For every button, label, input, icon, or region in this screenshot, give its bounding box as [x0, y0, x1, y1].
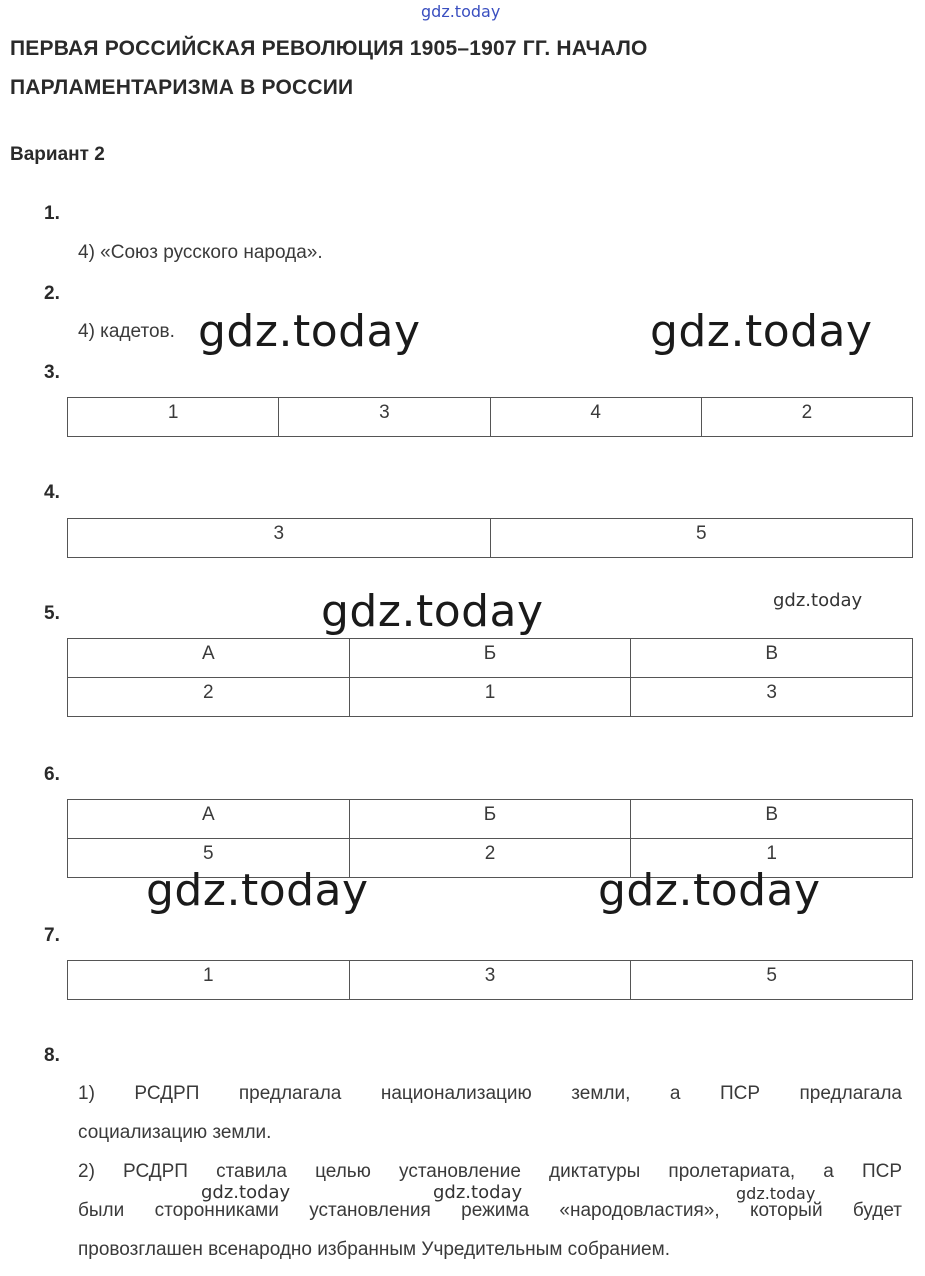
- watermark: gdz.today: [321, 586, 544, 637]
- table-header-cell: Б: [349, 800, 631, 839]
- table-row: [68, 678, 913, 717]
- answer-line: провозглашен всенародно избранным Учредительным собранием.: [78, 1239, 670, 1260]
- table-cell: 1: [631, 839, 913, 878]
- answer-line: были сторонниками установления режима «народовластия», который будет: [78, 1200, 902, 1221]
- table-header-cell: А: [68, 800, 350, 839]
- question-3-table: [67, 397, 913, 437]
- table-cell: 3: [631, 678, 913, 717]
- table-header-cell: А: [68, 639, 350, 678]
- question-5-table: [67, 638, 913, 717]
- table-cell: 2: [349, 839, 631, 878]
- watermark: gdz.today: [201, 1182, 291, 1203]
- table-row: [68, 961, 913, 1000]
- question-2-answer: 4) кадетов.: [78, 321, 175, 342]
- question-4-table: [67, 518, 913, 558]
- question-1-answer: 4) «Союз русского народа».: [78, 242, 323, 263]
- watermark-top: gdz.today: [421, 2, 501, 21]
- table-cell: 5: [631, 961, 913, 1000]
- variant-label: Вариант 2: [10, 144, 105, 165]
- table-header-row: [68, 639, 913, 678]
- watermark: gdz.today: [146, 865, 369, 916]
- table-header-cell: В: [631, 800, 913, 839]
- table-row: [68, 519, 913, 558]
- question-8-answer: [78, 1074, 902, 1269]
- watermark: gdz.today: [198, 306, 421, 357]
- page-title-line-2: ПАРЛАМЕНТАРИЗМА В РОССИИ: [10, 76, 354, 99]
- watermark: gdz.today: [650, 306, 873, 357]
- question-7-number: 7.: [44, 925, 60, 946]
- watermark: gdz.today: [433, 1182, 523, 1203]
- table-cell: 5: [68, 839, 350, 878]
- answer-line: 1) РСДРП предлагала национализацию земли, а ПСР предлагала: [78, 1083, 902, 1104]
- table-cell: 1: [349, 678, 631, 717]
- table-cell: 3: [349, 961, 631, 1000]
- watermark: gdz.today: [598, 865, 821, 916]
- table-row: [68, 398, 913, 437]
- table-cell: 1: [68, 398, 279, 437]
- watermark: gdz.today: [736, 1184, 816, 1203]
- table-header-cell: Б: [349, 639, 631, 678]
- question-7-table: [67, 960, 913, 1000]
- page-title-line-1: ПЕРВАЯ РОССИЙСКАЯ РЕВОЛЮЦИЯ 1905–1907 ГГ. НАЧАЛО: [10, 37, 648, 60]
- table-header-row: [68, 800, 913, 839]
- table-cell: 3: [279, 398, 490, 437]
- question-2-number: 2.: [44, 283, 60, 304]
- question-4-number: 4.: [44, 482, 60, 503]
- answer-line: социализацию земли.: [78, 1122, 272, 1143]
- question-3-number: 3.: [44, 362, 60, 383]
- question-6-number: 6.: [44, 764, 60, 785]
- table-cell: 5: [490, 519, 913, 558]
- question-5-number: 5.: [44, 603, 60, 624]
- table-header-cell: В: [631, 639, 913, 678]
- question-1-number: 1.: [44, 203, 60, 224]
- table-cell: 3: [68, 519, 491, 558]
- question-8-number: 8.: [44, 1045, 60, 1066]
- table-cell: 2: [701, 398, 912, 437]
- answer-line: 2) РСДРП ставила целью установление диктатуры пролетариата, а ПСР: [78, 1161, 902, 1182]
- table-cell: 1: [68, 961, 350, 1000]
- table-cell: 2: [68, 678, 350, 717]
- table-cell: 4: [490, 398, 701, 437]
- watermark: gdz.today: [773, 590, 863, 611]
